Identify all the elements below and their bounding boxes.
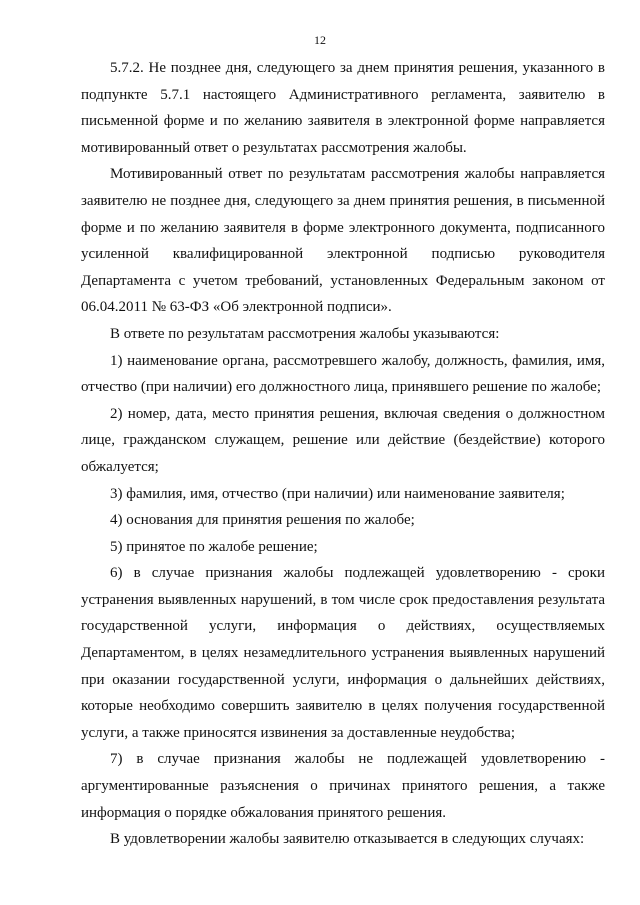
list-item-2: 2) номер, дата, место принятия решения, включая сведения о должностном лице, гражданском служащем, решение или действие (бездействие) которого обжалуется; [81,405,605,475]
document-body [81,55,605,853]
list-item-4: 4) основания для принятия решения по жалобе; [110,512,415,529]
page-number: 12 [314,33,326,47]
list-item-3: 3) фамилия, имя, отчество (при наличии) или наименование заявителя; [110,485,565,502]
paragraph-answer-contents-intro: В ответе по результатам рассмотрения жалобы указываются: [110,325,500,342]
paragraph-5-7-2: 5.7.2. Не позднее дня, следующего за днем принятия решения, указанного в подпункте 5.7.1 настоящего Административного регламента, заявителю в письменной форме и по желанию заявителя в электронной форме направляется мотивированный ответ о результатах рассмотрения жалобы. [81,60,605,156]
paragraph-motivated-answer: Мотивированный ответ по результатам рассмотрения жалобы направляется заявителю не позднее дня, следующего за днем принятия решения, в письменной форме и по желанию заявителя в форме электронного документа, подписанного усиленной квалифицированной электронной подписью руководителя Департамента с учетом требований, установленных Федеральным законом от 06.04.2011 № 63-ФЗ «Об электронной подписи». [81,166,605,316]
list-item-1: 1) наименование органа, рассмотревшего жалобу, должность, фамилия, имя, отчество (при наличии) его должностного лица, принявшего решение по жалобе; [81,352,605,396]
paragraph-refusal-cases: В удовлетворении жалобы заявителю отказывается в следующих случаях: [110,831,585,848]
list-item-7: 7) в случае признания жалобы не подлежащей удовлетворению - аргументированные разъяснения о причинах принятого решения, а также информация о порядке обжалования принятого решения. [81,751,605,821]
list-item-5: 5) принятое по жалобе решение; [110,538,318,555]
list-item-6: 6) в случае признания жалобы подлежащей удовлетворению - сроки устранения выявленных нарушений, в том числе срок предоставления результата государственной услуги, информация о действиях, осуществляемых Департаментом, в целях незамедлительного устранения выявленных нарушений при оказании государственной услуги, информация о дальнейших действиях, которые необходимо совершить заявителю в целях получения государственной услуги, а также приносятся извинения за доставленные неудобства; [81,565,605,741]
